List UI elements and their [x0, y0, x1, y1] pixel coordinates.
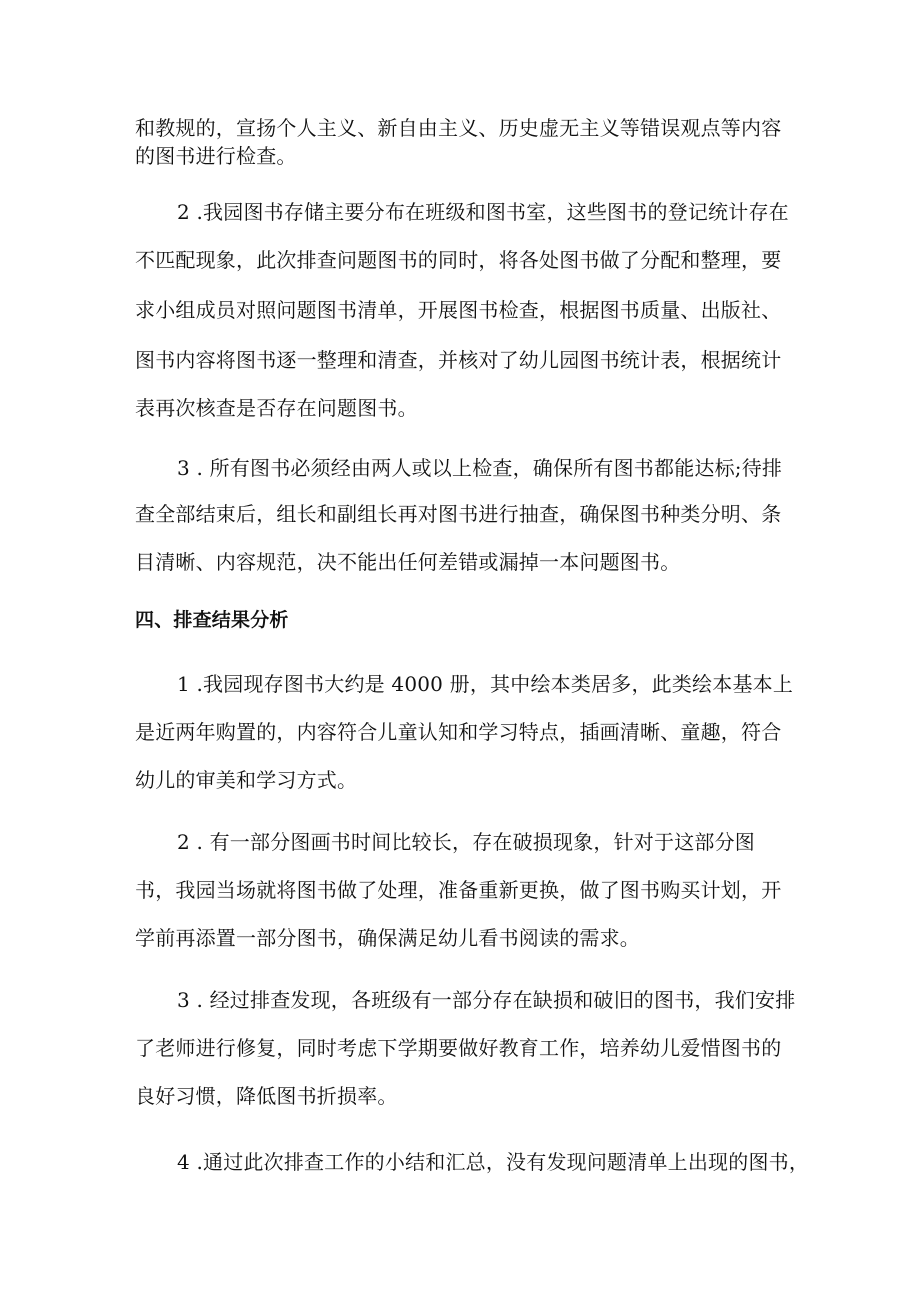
text-line: 表再次核查是否存在问题图书。: [135, 396, 418, 420]
text-line: 书，我园当场就将图书做了处理，准备重新更换，做了图书购买计划，开: [135, 878, 782, 902]
result-1-line: 1 .我园现存图书大约是 4000 册，其中绘本类居多，此类绘本基本上: [177, 672, 794, 696]
result-3-line: 3 . 经过排查发现，各班级有一部分存在缺损和破旧的图书，我们安排: [177, 988, 796, 1012]
text-line: 不匹配现象，此次排查问题图书的同时，将各处图书做了分配和整理，要: [135, 248, 782, 272]
result-4-line: 4 .通过此次排查工作的小结和汇总，没有发现问题清单上出现的图书，: [177, 1150, 810, 1174]
text-line: 是近两年购置的，内容符合儿童认知和学习特点，插画清晰、童趣，符合: [135, 720, 782, 744]
text-line: 查全部结束后，组长和副组长再对图书进行抽查，确保图书种类分明、条: [135, 502, 782, 526]
text-line: 图书内容将图书逐一整理和清查，并核对了幼儿园图书统计表，根据统计: [135, 348, 782, 372]
text-line: 幼儿的审美和学习方式。: [135, 768, 358, 792]
paragraph-2-line: 2 .我园图书存储主要分布在班级和图书室，这些图书的登记统计存在: [177, 200, 789, 224]
text-line: 的图书进行检查。: [135, 144, 297, 168]
paragraph-3-line: 3 . 所有图书必须经由两人或以上检查，确保所有图书都能达标;待排: [177, 456, 783, 480]
text-line: 目清晰、内容规范，决不能出任何差错或漏掉一本问题图书。: [135, 550, 681, 574]
text-line: 良好习惯，降低图书折损率。: [135, 1084, 398, 1108]
section-heading: 四、排查结果分析: [135, 609, 289, 631]
text-line: 了老师进行修复，同时考虑下学期要做好教育工作，培养幼儿爱惜图书的: [135, 1036, 782, 1060]
text-line: 和教规的，宣扬个人主义、新自由主义、历史虚无主义等错误观点等内容: [135, 116, 782, 140]
result-2-line: 2 . 有一部分图画书时间比较长，存在破损现象，针对于这部分图: [177, 830, 755, 854]
text-line: 求小组成员对照问题图书清单，开展图书检查，根据图书质量、出版社、: [135, 298, 782, 322]
text-line: 学前再添置一部分图书，确保满足幼儿看书阅读的需求。: [135, 926, 640, 950]
